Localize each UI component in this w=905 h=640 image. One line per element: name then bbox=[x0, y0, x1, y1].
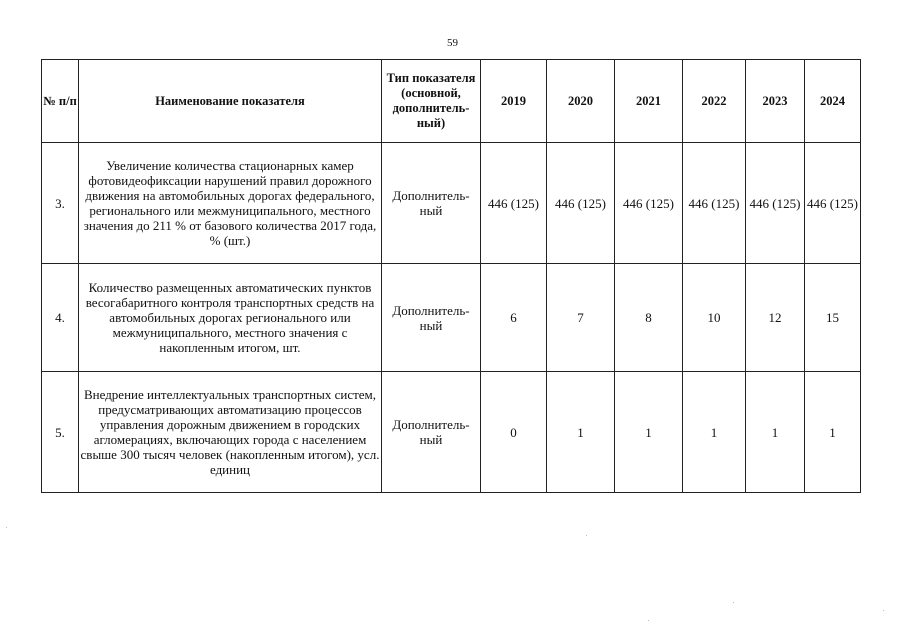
value-cell: 7 bbox=[547, 264, 615, 372]
value-cell: 1 bbox=[683, 372, 746, 493]
header-year: 2022 bbox=[683, 60, 746, 143]
value-cell: 12 bbox=[746, 264, 805, 372]
scan-speck bbox=[6, 527, 7, 528]
header-year: 2021 bbox=[615, 60, 683, 143]
row-number: 3. bbox=[42, 143, 79, 264]
table-header-row bbox=[42, 60, 861, 143]
page-number: 59 bbox=[447, 37, 458, 49]
header-year: 2020 bbox=[547, 60, 615, 143]
value-cell: 446 (125) bbox=[481, 143, 547, 264]
indicator-name: Количество размещенных автоматических пунктов весогабаритного контроля транспортных средств на автомобильных дорогах регионального или межмуниципального, местного значения с накопленным итогом, шт. bbox=[79, 264, 382, 372]
value-cell: 0 bbox=[481, 372, 547, 493]
header-number: № п/п bbox=[42, 60, 79, 143]
value-cell: 8 bbox=[615, 264, 683, 372]
scan-speck bbox=[648, 620, 649, 621]
scan-speck bbox=[883, 610, 884, 611]
row-number: 5. bbox=[42, 372, 79, 493]
value-cell: 446 (125) bbox=[805, 143, 861, 264]
table-row bbox=[42, 372, 861, 493]
indicator-type: Дополнитель-ный bbox=[382, 372, 481, 493]
value-cell: 1 bbox=[615, 372, 683, 493]
scan-speck bbox=[586, 535, 587, 536]
table-row bbox=[42, 143, 861, 264]
indicator-type: Дополнитель-ный bbox=[382, 143, 481, 264]
indicator-name: Увеличение количества стационарных камер фотовидеофиксации нарушений правил дорожного движения на автомобильных дорогах федерального, регионального или межмуниципального, местного значения до 211 % от базового количества 2017 года, % (шт.) bbox=[79, 143, 382, 264]
value-cell: 446 (125) bbox=[683, 143, 746, 264]
indicators-table bbox=[41, 59, 861, 493]
header-type: Тип показателя (основной, дополнитель-ный) bbox=[382, 60, 481, 143]
table-row bbox=[42, 264, 861, 372]
value-cell: 15 bbox=[805, 264, 861, 372]
value-cell: 1 bbox=[746, 372, 805, 493]
row-number: 4. bbox=[42, 264, 79, 372]
value-cell: 446 (125) bbox=[547, 143, 615, 264]
value-cell: 1 bbox=[547, 372, 615, 493]
scan-speck bbox=[733, 602, 734, 603]
indicator-type: Дополнитель-ный bbox=[382, 264, 481, 372]
header-year: 2023 bbox=[746, 60, 805, 143]
value-cell: 6 bbox=[481, 264, 547, 372]
value-cell: 446 (125) bbox=[615, 143, 683, 264]
value-cell: 446 (125) bbox=[746, 143, 805, 264]
header-year: 2019 bbox=[481, 60, 547, 143]
header-name: Наименование показателя bbox=[79, 60, 382, 143]
indicator-name: Внедрение интеллектуальных транспортных систем, предусматривающих автоматизацию процессов управления дорожным движением в городских агломерациях, включающих города с населением свыше 300 тысяч человек (накопленным итогом), усл. единиц bbox=[79, 372, 382, 493]
header-year: 2024 bbox=[805, 60, 861, 143]
value-cell: 1 bbox=[805, 372, 861, 493]
value-cell: 10 bbox=[683, 264, 746, 372]
